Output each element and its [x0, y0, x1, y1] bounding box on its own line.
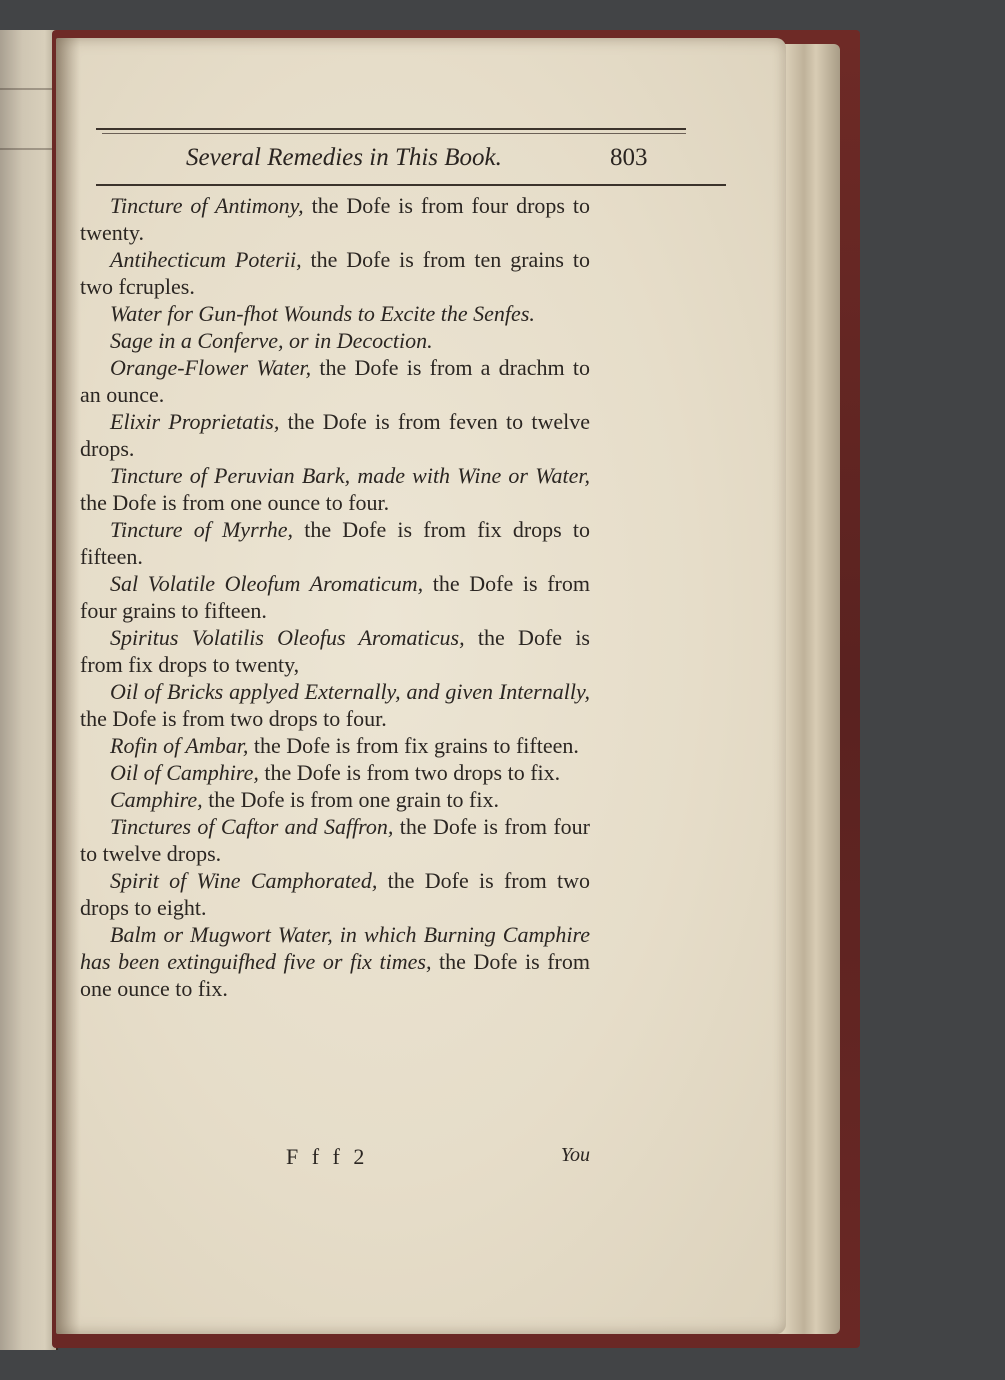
remedy-dose: the Dofe is from one ounce to fix. — [80, 949, 590, 1001]
remedy-entry — [80, 813, 590, 867]
remedy-entry — [80, 759, 590, 786]
book-page — [56, 38, 786, 1334]
remedy-entry — [80, 867, 590, 921]
remedy-name: Sal Volatile Oleofum Aromaticum, — [110, 571, 424, 596]
remedy-dose: the Dofe is from fix grains to fifteen. — [248, 733, 579, 758]
remedy-entry — [80, 786, 590, 813]
ghost-rule — [0, 88, 54, 90]
remedy-name: Balm or Mugwort Water, in which Burning Camphire has been extinguifhed five or fix times, — [80, 922, 590, 974]
remedy-entry — [80, 300, 590, 327]
remedy-dose: the Dofe is from ten grains to two fcruples. — [80, 247, 590, 299]
remedy-name: Tinctures of Caftor and Saffron, — [110, 814, 394, 839]
remedy-name: Elixir Proprietatis, — [110, 409, 280, 434]
previous-page-edge — [0, 30, 58, 1350]
remedy-dose: the Dofe is from two drops to fix. — [258, 760, 561, 785]
remedy-dose: the Dofe is from four drops to twenty. — [80, 193, 590, 245]
remedy-name: Tincture of Peruvian Bark, made with Wine or Water, — [110, 463, 590, 488]
remedy-dose: the Dofe is from four to twelve drops. — [80, 814, 591, 866]
page-number: 803 — [610, 144, 648, 171]
remedy-name: Water for Gun-fhot Wounds to Excite the Senfes. — [110, 301, 535, 326]
remedy-dose: the Dofe is from two drops to eight. — [80, 868, 590, 920]
remedy-entry — [80, 246, 590, 300]
ghost-rule — [0, 148, 54, 150]
remedy-name: Antihecticum Poterii, — [110, 247, 302, 272]
signature-mark: F f f 2 — [286, 1144, 369, 1169]
remedy-dose: the Dofe is from a drachm to an ounce. — [80, 355, 591, 407]
remedy-entry — [80, 921, 590, 1002]
head-rule-thin — [102, 133, 686, 134]
remedy-entry — [80, 462, 590, 516]
remedy-dose: the Dofe is from two drops to four. — [80, 706, 387, 731]
remedy-name: Tincture of Myrrhe, — [110, 517, 294, 542]
remedy-name: Sage in a Conferve, or in Decoction. — [110, 328, 433, 353]
remedy-entry — [80, 192, 590, 246]
remedy-dose: the Dofe is from one ounce to four. — [80, 490, 390, 515]
catchword: You — [560, 1144, 590, 1166]
remedy-name: Camphire, — [110, 787, 203, 812]
gutter-shadow — [56, 38, 80, 1334]
remedy-entry — [80, 327, 590, 354]
remedy-dose: the Dofe is from feven to twelve drops. — [80, 409, 591, 461]
remedy-name: Orange-Flower Water, — [110, 355, 312, 380]
remedy-entry — [80, 678, 590, 732]
remedy-entry — [80, 624, 590, 678]
remedy-name: Spirit of Wine Camphorated, — [110, 868, 378, 893]
remedy-name: Oil of Camphire, — [110, 760, 259, 785]
remedy-dose: the Dofe is from fix drops to twenty, — [80, 625, 590, 677]
remedy-entry — [80, 354, 590, 408]
remedy-name: Tincture of Antimony, — [110, 193, 304, 218]
remedy-name: Oil of Bricks applyed Externally, and given Internally, — [110, 679, 590, 704]
remedy-entry — [80, 516, 590, 570]
running-title: Several Remedies in This Book. — [186, 144, 502, 171]
remedy-entry — [80, 732, 590, 759]
page-body — [80, 192, 590, 1002]
running-head — [96, 128, 742, 190]
remedy-name: Rofin of Ambar, — [110, 733, 249, 758]
remedy-dose: the Dofe is from four grains to fifteen. — [80, 571, 590, 623]
remedy-entry — [80, 570, 590, 624]
head-rule — [96, 128, 686, 130]
remedy-dose: the Dofe is from one grain to fix. — [202, 787, 499, 812]
remedy-dose: the Dofe is from fix drops to fifteen. — [80, 517, 590, 569]
head-rule-bottom — [96, 184, 726, 186]
page-footer — [80, 1144, 590, 1174]
remedy-name: Spiritus Volatilis Oleofus Aromaticus, — [110, 625, 465, 650]
remedy-entry — [80, 408, 590, 462]
